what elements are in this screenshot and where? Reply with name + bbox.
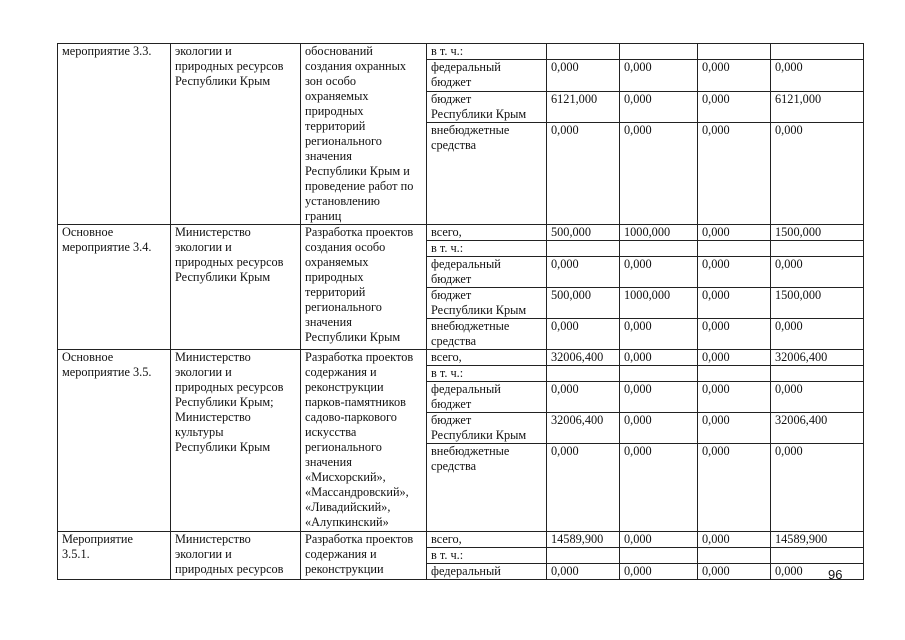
- funding-source-cell: внебюджетные средства: [427, 123, 547, 225]
- amount-cell: 0,000: [771, 257, 864, 288]
- amount-cell: [620, 366, 698, 382]
- amount-cell: [698, 44, 771, 60]
- table-row: [58, 350, 864, 366]
- amount-cell: 32006,400: [771, 350, 864, 366]
- amount-cell: 32006,400: [771, 413, 864, 444]
- amount-cell: 0,000: [547, 257, 620, 288]
- amount-cell: 0,000: [771, 382, 864, 413]
- funding-source-cell: в т. ч.:: [427, 548, 547, 564]
- executor-cell: экологии и природных ресурсов Республики Крым: [171, 44, 301, 225]
- amount-cell: 0,000: [698, 225, 771, 241]
- funding-source-cell: бюджет Республики Крым: [427, 413, 547, 444]
- amount-cell: 0,000: [547, 319, 620, 350]
- table-row: [58, 44, 864, 60]
- executor-cell: Министерство экологии и природных ресурсов Республики Крым: [171, 225, 301, 350]
- amount-cell: 500,000: [547, 225, 620, 241]
- amount-cell: [620, 241, 698, 257]
- amount-cell: 0,000: [620, 350, 698, 366]
- amount-cell: 0,000: [547, 444, 620, 532]
- amount-cell: 0,000: [698, 91, 771, 123]
- amount-cell: 1000,000: [620, 288, 698, 319]
- activity-number-cell: Мероприятие 3.5.1.: [58, 532, 171, 580]
- activity-number-cell: мероприятие 3.3.: [58, 44, 171, 225]
- amount-cell: 32006,400: [547, 350, 620, 366]
- table-row: [58, 532, 864, 548]
- amount-cell: [771, 366, 864, 382]
- funding-source-cell: в т. ч.:: [427, 366, 547, 382]
- amount-cell: 14589,900: [771, 532, 864, 548]
- amount-cell: 0,000: [698, 532, 771, 548]
- amount-cell: 0,000: [620, 257, 698, 288]
- amount-cell: 0,000: [620, 532, 698, 548]
- amount-cell: 0,000: [771, 60, 864, 92]
- table-row: [58, 225, 864, 241]
- activity-name-cell: Разработка проектов содержания и реконструкции парков-памятников садово-паркового искусства регионального значения «Мисхорский», «Массандровский», «Ливадийский», «Алупкинский»: [301, 350, 427, 532]
- amount-cell: [771, 44, 864, 60]
- funding-source-cell: внебюджетные средства: [427, 319, 547, 350]
- funding-source-cell: федеральный бюджет: [427, 60, 547, 92]
- amount-cell: 0,000: [771, 123, 864, 225]
- page-number: 96: [828, 567, 843, 582]
- amount-cell: [547, 548, 620, 564]
- amount-cell: 0,000: [771, 319, 864, 350]
- amount-cell: 0,000: [771, 564, 864, 580]
- amount-cell: 0,000: [547, 382, 620, 413]
- amount-cell: 0,000: [547, 564, 620, 580]
- amount-cell: 1000,000: [620, 225, 698, 241]
- funding-source-cell: всего,: [427, 350, 547, 366]
- funding-source-cell: всего,: [427, 532, 547, 548]
- amount-cell: 6121,000: [547, 91, 620, 123]
- amount-cell: [698, 241, 771, 257]
- activity-name-cell: обоснований создания охранных зон особо охраняемых природных территорий регионального значения Республики Крым и проведение работ по установлению границ: [301, 44, 427, 225]
- executor-cell: Министерство экологии и природных ресурсов Республики Крым; Министерство культуры Республики Крым: [171, 350, 301, 532]
- funding-source-cell: в т. ч.:: [427, 44, 547, 60]
- amount-cell: 0,000: [620, 564, 698, 580]
- program-activities-table: [57, 43, 864, 580]
- amount-cell: [771, 548, 864, 564]
- amount-cell: 32006,400: [547, 413, 620, 444]
- amount-cell: 0,000: [547, 123, 620, 225]
- amount-cell: [547, 241, 620, 257]
- amount-cell: 6121,000: [771, 91, 864, 123]
- amount-cell: 0,000: [620, 319, 698, 350]
- activity-number-cell: Основное мероприятие 3.4.: [58, 225, 171, 350]
- amount-cell: 0,000: [620, 382, 698, 413]
- amount-cell: 0,000: [698, 60, 771, 92]
- amount-cell: [547, 366, 620, 382]
- funding-source-cell: федеральный бюджет: [427, 257, 547, 288]
- amount-cell: 0,000: [547, 60, 620, 92]
- amount-cell: 1500,000: [771, 288, 864, 319]
- amount-cell: [698, 366, 771, 382]
- amount-cell: 0,000: [698, 257, 771, 288]
- amount-cell: 1500,000: [771, 225, 864, 241]
- amount-cell: 0,000: [620, 60, 698, 92]
- activity-name-cell: Разработка проектов создания особо охраняемых природных территорий регионального значения Республики Крым: [301, 225, 427, 350]
- amount-cell: 500,000: [547, 288, 620, 319]
- amount-cell: 0,000: [771, 444, 864, 532]
- amount-cell: [620, 44, 698, 60]
- amount-cell: 14589,900: [547, 532, 620, 548]
- amount-cell: 0,000: [698, 382, 771, 413]
- funding-source-cell: бюджет Республики Крым: [427, 91, 547, 123]
- amount-cell: 0,000: [698, 444, 771, 532]
- funding-source-cell: бюджет Республики Крым: [427, 288, 547, 319]
- amount-cell: 0,000: [698, 288, 771, 319]
- amount-cell: [698, 548, 771, 564]
- amount-cell: 0,000: [620, 413, 698, 444]
- amount-cell: 0,000: [698, 123, 771, 225]
- amount-cell: 0,000: [698, 319, 771, 350]
- amount-cell: 0,000: [698, 350, 771, 366]
- funding-source-cell: федеральный бюджет: [427, 382, 547, 413]
- amount-cell: 0,000: [620, 444, 698, 532]
- funding-source-cell: внебюджетные средства: [427, 444, 547, 532]
- funding-source-cell: в т. ч.:: [427, 241, 547, 257]
- amount-cell: 0,000: [698, 413, 771, 444]
- amount-cell: [547, 44, 620, 60]
- activity-name-cell: Разработка проектов содержания и реконструкции: [301, 532, 427, 580]
- executor-cell: Министерство экологии и природных ресурсов: [171, 532, 301, 580]
- amount-cell: 0,000: [620, 123, 698, 225]
- funding-source-cell: федеральный: [427, 564, 547, 580]
- activity-number-cell: Основное мероприятие 3.5.: [58, 350, 171, 532]
- amount-cell: 0,000: [698, 564, 771, 580]
- amount-cell: [771, 241, 864, 257]
- amount-cell: [620, 548, 698, 564]
- amount-cell: 0,000: [620, 91, 698, 123]
- funding-source-cell: всего,: [427, 225, 547, 241]
